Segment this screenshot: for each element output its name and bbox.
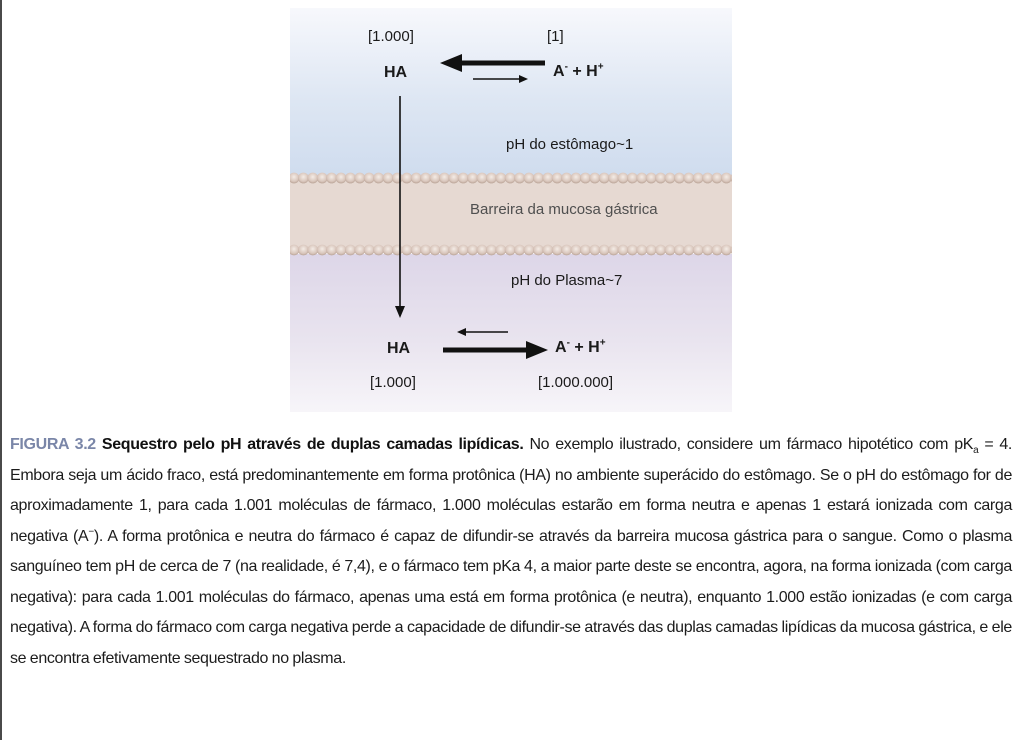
top-reverse-arrow-large <box>440 54 545 72</box>
caption-text-3: ). A forma protônica e neutra do fármaco é capaz de difundir-se através da barreira mucosa gástrica para o sangue. Como o plasma sanguíneo tem pH de cerca de 7 (na realidade, é 7,4), e o fármaco tem pKa 4, a maior parte deste se encontra, agora, na forma ionizada (com carga negativa): para cada 1.001 moléculas do fármaco, apenas uma está em forma protônica (e neutra), enquanto 1.000 estão ionizadas (e com carga negativa). A forma do fármaco com carga negativa perde a capacidade de difundir-se através das duplas camadas lipídicas da mucosa gástrica, e ele se encontra efetivamente sequestrado no plasma. <box>10 527 1013 667</box>
pka-subscript: a <box>973 445 979 457</box>
bottom-forward-arrow-large <box>443 341 548 359</box>
anion-superscript: − <box>88 526 94 538</box>
bottom-ionized-species: A- + H+ <box>555 337 606 356</box>
top-forward-arrow-small <box>473 75 528 83</box>
top-right-concentration: [1] <box>547 28 564 45</box>
caption-text-2: = 4. Embora seja um ácido fraco, está predominantemente em forma protônica (HA) no ambiente superácido do estômago. Se o pH do estômago for de aproximadamente 1, para cada 1.001 moléculas de fármaco, 1.000 moléculas estarão em forma neutra e apenas 1 estará ionizada com carga negativa (A <box>10 436 1013 545</box>
top-ha-species: HA <box>384 64 408 81</box>
bottom-right-concentration: [1.000.000] <box>538 374 614 391</box>
top-left-concentration: [1.000] <box>368 28 414 45</box>
caption-text-1: No exemplo ilustrado, considere um fármaco hipotético com pK <box>523 436 974 453</box>
plasma-ph-label: pH do Plasma~7 <box>511 272 623 289</box>
page-left-border <box>0 0 2 740</box>
bottom-ha-species: HA <box>387 340 411 357</box>
bottom-reverse-arrow-small <box>457 328 508 336</box>
diffusion-arrow <box>395 96 405 318</box>
figure-number: FIGURA 3.2 <box>10 436 96 453</box>
figure-3-2-diagram <box>290 8 732 412</box>
figure-title: Sequestro pelo pH através de duplas camadas lipídicas. <box>101 436 524 453</box>
bottom-left-concentration: [1.000] <box>370 374 416 391</box>
barrier-label: Barreira da mucosa gástrica <box>470 201 658 218</box>
figure-caption <box>10 430 1012 674</box>
stomach-ph-label: pH do estômago~1 <box>506 136 634 153</box>
top-ionized-species: A- + H+ <box>553 61 604 80</box>
